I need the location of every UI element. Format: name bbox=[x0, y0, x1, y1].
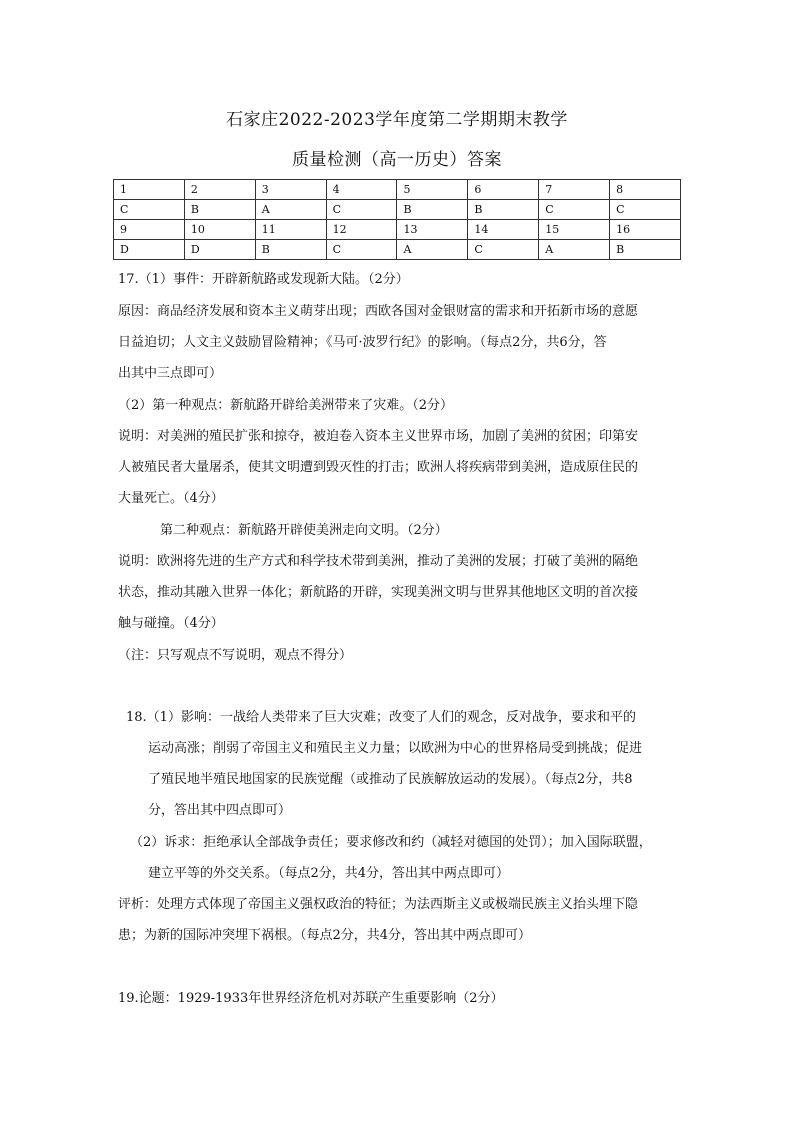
answer-table-cell: 8 bbox=[610, 180, 681, 200]
q18-comment-line2: 患；为新的国际冲突埋下祸根。（每点2分，共4分，答出其中两点即可） bbox=[118, 928, 532, 943]
q17-explain1-line1: 说明：对美洲的殖民扩张和掠夺，被迫卷入资本主义世界市场，加剧了美洲的贫困；印第安 bbox=[118, 429, 639, 444]
answer-table-cell: 7 bbox=[539, 180, 610, 200]
answer-table-cell: C bbox=[326, 240, 397, 260]
answer-table-cell: D bbox=[184, 240, 255, 260]
answer-table-cell: 6 bbox=[468, 180, 539, 200]
doc-title-line2: 质量检测（高一历史）答案 bbox=[292, 150, 502, 170]
q18-1-line2: 运动高涨；削弱了帝国主义和殖民主义力量；以欧洲为中心的世界格局受到挑战；促进 bbox=[148, 741, 643, 756]
answer-table-cell: 4 bbox=[326, 180, 397, 200]
q18-2-line2: 建立平等的外交关系。（每点2分，共4分，答出其中两点即可） bbox=[148, 866, 510, 881]
answer-table-cell: 9 bbox=[114, 220, 185, 240]
q17-note: （注：只写观点不写说明，观点不得分） bbox=[118, 648, 353, 663]
answer-table-cell: A bbox=[539, 240, 610, 260]
q17-reason-line3: 出其中三点即可） bbox=[118, 366, 223, 381]
q17-reason-line1: 原因：商品经济发展和资本主义萌芽出现；西欧各国对金银财富的需求和开拓新市场的意愿 bbox=[118, 304, 639, 319]
answer-table-cell: C bbox=[610, 200, 681, 220]
q17-2-view1: （2）第一种观点：新航路开辟给美洲带来了灾难。（2分） bbox=[118, 398, 454, 413]
answer-table-cell: 12 bbox=[326, 220, 397, 240]
answer-table-cell: 2 bbox=[184, 180, 255, 200]
answer-table-cell: B bbox=[255, 240, 326, 260]
answer-table-cell: 16 bbox=[610, 220, 681, 240]
answer-table-cell: 13 bbox=[397, 220, 468, 240]
doc-title-line1: 石家庄2022-2023学年度第二学期期末教学 bbox=[226, 110, 568, 130]
answer-table-cell: 5 bbox=[397, 180, 468, 200]
answer-table-row bbox=[114, 180, 681, 200]
answer-table-row bbox=[114, 240, 681, 260]
answer-table-row bbox=[114, 220, 681, 240]
q18-1-line1: 18.（1）影响：一战给人类带来了巨大灾难；改变了人们的观念，反对战争，要求和平的 bbox=[126, 710, 636, 725]
q17-1-event: 17.（1）事件：开辟新航路或发现新大陆。（2分） bbox=[118, 272, 409, 287]
q17-explain1-line2: 人被殖民者大量屠杀，使其文明遭到毁灭性的打击；欧洲人将疾病带到美洲，造成原住民的 bbox=[118, 460, 639, 475]
answer-table-cell: 3 bbox=[255, 180, 326, 200]
answer-table-cell: 11 bbox=[255, 220, 326, 240]
answer-table-cell: C bbox=[468, 240, 539, 260]
answer-table-cell: 15 bbox=[539, 220, 610, 240]
answer-table-cell: 1 bbox=[114, 180, 185, 200]
answer-table-cell: C bbox=[539, 200, 610, 220]
answer-table-cell: A bbox=[397, 240, 468, 260]
answer-table-cell: B bbox=[610, 240, 681, 260]
q17-explain2-line2: 状态，推动其融入世界一体化；新航路的开辟，实现美洲文明与世界其他地区文明的首次接 bbox=[118, 585, 639, 600]
q17-explain1-line3: 大量死亡。（4分） bbox=[118, 491, 224, 506]
q18-1-line3: 了殖民地半殖民地国家的民族觉醒（或推动了民族解放运动的发展）。（每点2分，共8 bbox=[148, 772, 633, 787]
answer-table-cell: A bbox=[255, 200, 326, 220]
q17-reason-line2: 日益迫切；人文主义鼓励冒险精神；《马可·波罗行纪》的影响。（每点2分，共6分，答 bbox=[118, 335, 607, 350]
answer-table-row bbox=[114, 200, 681, 220]
q17-explain2-line1: 说明：欧洲将先进的生产方式和科学技术带到美洲，推动了美洲的发展；打破了美洲的隔绝 bbox=[118, 554, 639, 569]
answer-table-cell: 14 bbox=[468, 220, 539, 240]
answer-table-cell: C bbox=[326, 200, 397, 220]
answer-table bbox=[113, 179, 681, 260]
q18-1-line4: 分，答出其中四点即可） bbox=[148, 803, 292, 818]
answer-table-cell: 10 bbox=[184, 220, 255, 240]
answer-table-cell: B bbox=[184, 200, 255, 220]
answer-table-cell: D bbox=[114, 240, 185, 260]
answer-table-cell: B bbox=[397, 200, 468, 220]
q19-thesis: 19.论题：1929-1933年世界经济危机对苏联产生重要影响（2分） bbox=[118, 991, 504, 1006]
q17-explain2-line3: 触与碰撞。（4分） bbox=[118, 616, 224, 631]
q18-comment-line1: 评析：处理方式体现了帝国主义强权政治的特征；为法西斯主义或极端民族主义抬头埋下隐 bbox=[118, 897, 639, 912]
answer-table-cell: B bbox=[468, 200, 539, 220]
q18-2-line1: （2）诉求：拒绝承认全部战争责任；要求修改和约（减轻对德国的处罚）；加入国际联盟， bbox=[130, 835, 652, 850]
q17-2-view2: 第二种观点：新航路开辟使美洲走向文明。（2分） bbox=[160, 523, 448, 538]
answer-table-cell: C bbox=[114, 200, 185, 220]
